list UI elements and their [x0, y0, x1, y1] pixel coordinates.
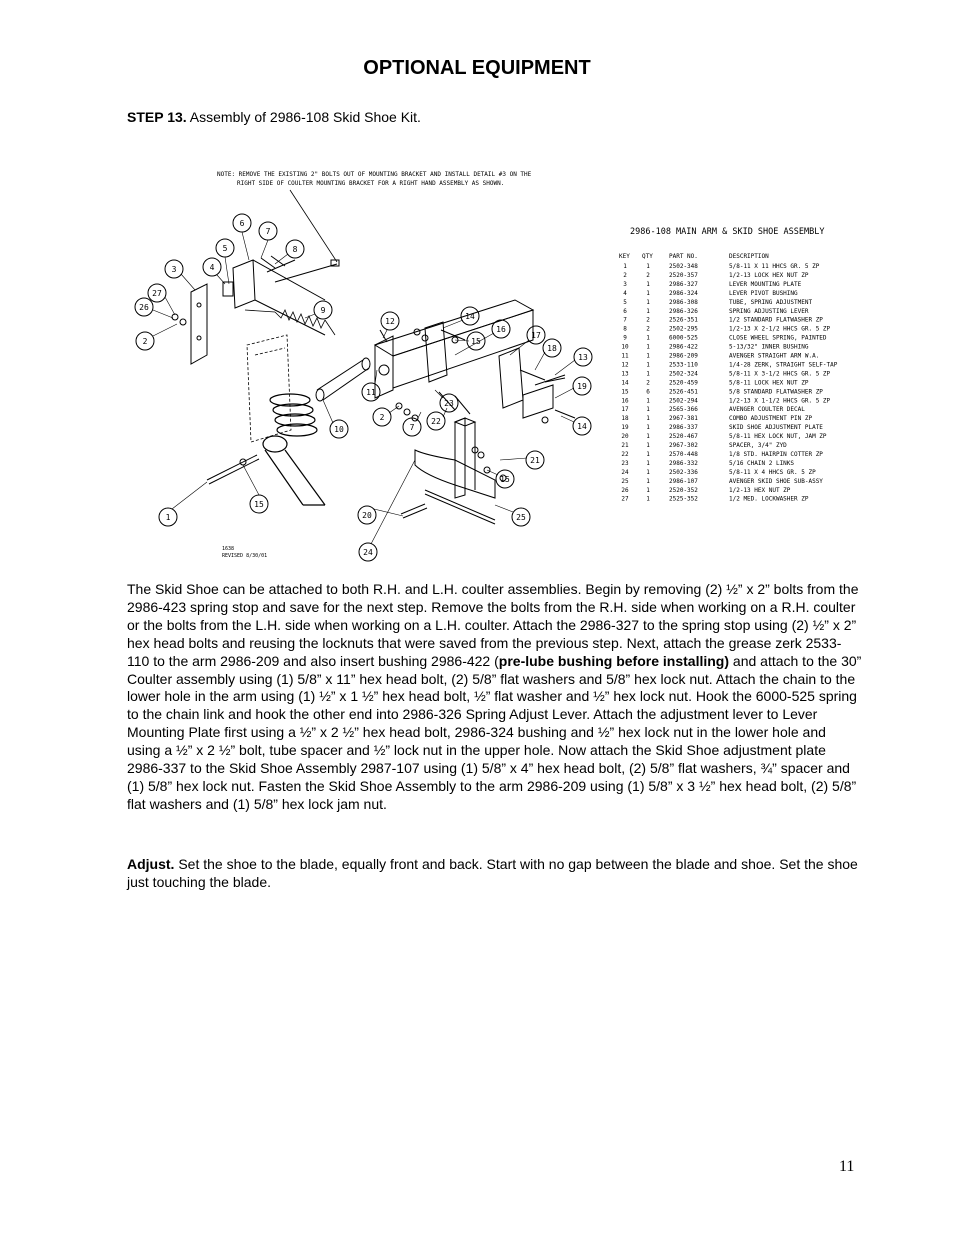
parts-header-part: PART NO. — [669, 253, 698, 260]
parts-cell-part: 2520-467 — [669, 433, 698, 441]
parts-cell-desc: 1/2-13 LOCK HEX NUT ZP — [729, 271, 809, 279]
callout-12: 12 — [385, 317, 395, 326]
lever-bracket-drawing — [223, 256, 325, 335]
parts-header-desc: DESCRIPTION — [729, 253, 769, 260]
parts-cell-part: 2520-352 — [669, 486, 698, 494]
parts-cell-qty: 1 — [646, 424, 650, 432]
page-title: OPTIONAL EQUIPMENT — [363, 57, 591, 79]
callout-19: 19 — [577, 382, 587, 391]
parts-cell-desc: 5/8-11 X 3-1/2 HHCS GR. 5 ZP — [729, 370, 831, 378]
parts-cell-part: 2986-308 — [669, 298, 698, 306]
parts-cell-qty: 6 — [646, 388, 650, 396]
parts-cell-part: 2502-324 — [669, 370, 698, 378]
callout-2b: 2 — [379, 413, 385, 422]
parts-cell-desc: LEVER MOUNTING PLATE — [729, 280, 802, 288]
parts-cell-key: 15 — [621, 388, 629, 396]
parts-cell-qty: 1 — [646, 459, 650, 467]
callout-3: 3 — [171, 265, 177, 274]
parts-cell-desc: SKID SHOE ADJUSTMENT PLATE — [729, 424, 823, 432]
parts-cell-part: 2986-337 — [669, 424, 698, 432]
parts-cell-key: 27 — [621, 495, 629, 503]
parts-cell-key: 10 — [621, 343, 629, 351]
parts-cell-qty: 1 — [646, 477, 650, 485]
parts-cell-key: 25 — [621, 477, 629, 485]
parts-cell-desc: 1/2-13 X 2-1/2 HHCS GR. 5 ZP — [729, 325, 831, 333]
parts-cell-part: 2502-294 — [669, 397, 698, 405]
parts-cell-desc: CLOSE WHEEL SPRING, PAINTED — [729, 334, 827, 342]
parts-cell-qty: 1 — [646, 289, 650, 297]
callout-14: 14 — [465, 312, 475, 321]
parts-cell-part: 2525-352 — [669, 495, 698, 503]
parts-cell-key: 24 — [621, 468, 629, 476]
parts-cell-part: 2986-422 — [669, 343, 698, 351]
adjust-text: Set the shoe to the blade, equally front and back. Start with no gap between the blade and shoe. Set the shoe just touching the blade. — [127, 856, 858, 890]
parts-cell-desc: 5/8 STANDARD FLATWASHER ZP — [729, 388, 823, 396]
parts-cell-key: 4 — [623, 289, 627, 297]
parts-cell-part: 2570-448 — [669, 450, 698, 458]
parts-cell-qty: 1 — [646, 263, 650, 270]
parts-cell-desc: SPACER, 3/4" ZYD — [729, 442, 787, 449]
parts-cell-qty: 2 — [646, 325, 650, 333]
callout-5: 5 — [222, 244, 228, 253]
parts-cell-key: 20 — [621, 433, 629, 441]
parts-table — [619, 227, 838, 503]
parts-cell-qty: 1 — [646, 415, 650, 423]
parts-cell-qty: 1 — [646, 298, 650, 306]
parts-cell-desc: COMBO ADJUSTMENT PIN ZP — [729, 415, 813, 423]
instructions-emphasis: pre-lube bushing before installing) — [498, 652, 730, 669]
parts-cell-key: 11 — [621, 352, 629, 360]
lever-mounting-plate-drawing — [191, 284, 207, 364]
parts-cell-desc: 1/2-13 HEX NUT ZP — [729, 486, 791, 494]
step-heading — [127, 109, 421, 125]
parts-cell-desc: TUBE, SPRING ADJUSTMENT — [729, 298, 813, 306]
parts-cell-part: 2986-327 — [669, 280, 698, 288]
step-label: STEP 13. — [127, 109, 187, 125]
callout-13: 13 — [578, 353, 588, 362]
callout-15c: 15 — [254, 500, 264, 509]
parts-cell-part: 2533-110 — [669, 361, 698, 369]
parts-cell-desc: 5/8-11 HEX LOCK NUT, JAM ZP — [729, 433, 827, 441]
adjust-label: Adjust. — [127, 856, 175, 872]
parts-cell-desc: AVENGER COULTER DECAL — [729, 406, 805, 414]
parts-cell-key: 1 — [623, 263, 627, 270]
callout-10: 10 — [334, 425, 344, 434]
parts-cell-qty: 1 — [646, 406, 650, 414]
parts-cell-part: 2502-295 — [669, 325, 698, 333]
parts-cell-key: 22 — [621, 450, 629, 458]
parts-cell-key: 5 — [623, 298, 627, 306]
parts-cell-part: 2986-324 — [669, 289, 698, 297]
assembly-figure — [125, 160, 865, 565]
callout-20: 20 — [362, 511, 372, 520]
parts-cell-qty: 2 — [646, 316, 650, 324]
parts-cell-desc: 5-13/32" INNER BUSHING — [729, 343, 809, 351]
parts-cell-qty: 1 — [646, 280, 650, 288]
parts-cell-desc: 5/16 CHAIN 2 LINKS — [729, 459, 795, 467]
instructions-part1: The Skid Shoe can be attached to both R.H. and L.H. coulter assemblies. Begin by removing (2) ½” x 2” bolts from the 2986-423 spring stop and save for the next step. Remove the bolts from the R.H. side when working on a R.H. coulter or the bolts from the L.H. side when working on a L.H. coulter. Attach the 2986-327 to the spring stop using (2) ½” x 2” hex head bolts and reusing the locknuts that were saved from the previous step. Next, attach the grease zerk 2533-110 to the arm 2986-209 and also insert bushing 2986-422 ( — [127, 581, 859, 669]
step-text: Assembly of 2986-108 Skid Shoe Kit. — [189, 109, 421, 125]
parts-cell-key: 21 — [621, 442, 629, 449]
callout-26: 26 — [139, 303, 149, 312]
parts-cell-qty: 1 — [646, 352, 650, 360]
revision-number: 1638 — [222, 546, 235, 552]
parts-cell-key: 23 — [621, 459, 629, 467]
parts-cell-desc: AVENGER SKID SHOE SUB-ASSY — [729, 477, 823, 485]
parts-cell-part: 2986-332 — [669, 459, 698, 467]
parts-cell-part: 2967-381 — [669, 415, 698, 423]
callout-16: 16 — [496, 325, 506, 334]
parts-cell-desc: 5/8-11 LOCK HEX NUT ZP — [729, 379, 809, 387]
instructions-paragraph — [127, 581, 862, 814]
parts-cell-part: 2967-302 — [669, 442, 698, 449]
parts-header-key: KEY — [619, 253, 630, 260]
parts-cell-desc: 1/2 MED. LOCKWASHER ZP — [729, 495, 809, 503]
callout-4: 4 — [209, 263, 215, 272]
parts-cell-key: 17 — [621, 406, 629, 414]
parts-cell-desc: 1/4-28 ZERK, STRAIGHT SELF-TAP — [729, 361, 838, 369]
parts-cell-key: 7 — [623, 316, 627, 324]
diagram-note-line1: NOTE: REMOVE THE EXISTING 2" BOLTS OUT OF MOUNTING BRACKET AND INSTALL DETAIL #3 ON THE — [217, 171, 532, 178]
parts-cell-key: 18 — [621, 415, 629, 423]
exploded-diagram — [125, 160, 865, 565]
parts-cell-key: 16 — [621, 397, 629, 405]
callout-14b: 14 — [577, 422, 587, 431]
parts-cell-qty: 1 — [646, 468, 650, 476]
parts-cell-part: 2526-451 — [669, 388, 698, 396]
parts-cell-qty: 1 — [646, 495, 650, 503]
revision-date: REVISED 8/30/01 — [222, 553, 268, 559]
parts-cell-key: 8 — [623, 325, 627, 333]
skid-shoe-drawing — [401, 418, 506, 524]
parts-table-title: 2986-108 MAIN ARM & SKID SHOE ASSEMBLY — [630, 227, 825, 237]
callout-7: 7 — [265, 227, 271, 236]
callout-1: 1 — [165, 513, 171, 522]
parts-cell-desc: SPRING ADJUSTING LEVER — [729, 307, 809, 315]
parts-cell-qty: 1 — [646, 486, 650, 494]
parts-cell-key: 13 — [621, 370, 629, 378]
callout-25: 25 — [516, 513, 526, 522]
parts-cell-qty: 1 — [646, 307, 650, 315]
parts-cell-key: 12 — [621, 361, 629, 369]
instructions-part2: and attach to the 30” Coulter assembly using (1) 5/8” x 11” hex head bolt, (2) 5/8” flat washers and 5/8” hex lock nut. Attach the chain to the lower hole in the arm using (1) ½” x 1 ½” hex head bolt, ½” flat washer and ½” hex lock nut. Hook the 6000-525 spring to the chain link and hook the other end into 2986-326 Spring Adjust Lever. Attach the adjustment lever to Lever Mounting Plate first using a ½” x 2 ½” hex head bolt, 2986-324 bushing and ½” hex lock nut in the lower hole and using a ½” x 2 ½” bolt, tube spacer and ½” lock nut in the upper hole. Now attach the Skid Shoe adjustment plate 2986-337 to the Skid Shoe Assembly 2987-107 using (1) 5/8” x 4” hex head bolt, (2) 5/8” flat washers, ¾” spacer and (1) 5/8” hex lock nut. Fasten the Skid Shoe Assembly to the arm 2986-209 using (1) 5/8” x 3 ½” hex head bolt, (2) 5/8” flat washers and (1) 5/8” hex lock jam nut. — [127, 652, 862, 812]
parts-cell-qty: 1 — [646, 343, 650, 351]
parts-cell-key: 6 — [623, 307, 627, 315]
callout-9: 9 — [320, 306, 326, 315]
parts-cell-part: 6000-525 — [669, 334, 698, 342]
callout-2: 2 — [142, 337, 148, 346]
parts-cell-qty: 1 — [646, 370, 650, 378]
page-number: 11 — [839, 1158, 855, 1175]
callout-18: 18 — [547, 344, 557, 353]
parts-cell-qty: 1 — [646, 334, 650, 342]
parts-cell-desc: 1/8 STD. HAIRPIN COTTER ZP — [729, 450, 823, 458]
parts-cell-qty: 1 — [646, 361, 650, 369]
main-arm-drawing — [375, 300, 533, 398]
parts-cell-part: 2520-357 — [669, 271, 698, 279]
parts-cell-key: 26 — [621, 486, 629, 494]
parts-cell-part: 2520-459 — [669, 379, 698, 387]
callout-6: 6 — [239, 219, 245, 228]
callout-23: 23 — [444, 399, 454, 408]
parts-cell-part: 2986-107 — [669, 477, 698, 485]
parts-cell-qty: 1 — [646, 450, 650, 458]
diagram-note-line2: RIGHT SIDE OF COULTER MOUNTING BRACKET FOR A RIGHT HAND ASSEMBLY AS SHOWN. — [237, 180, 505, 187]
parts-cell-desc: 5/8-11 X 11 HHCS GR. 5 ZP — [729, 263, 820, 270]
parts-cell-part: 2986-326 — [669, 307, 698, 315]
parts-cell-qty: 2 — [646, 271, 650, 279]
callout-27: 27 — [152, 289, 162, 298]
callout-15: 15 — [471, 337, 481, 346]
callout-22: 22 — [431, 417, 441, 426]
callout-17: 17 — [531, 331, 541, 340]
callout-11: 11 — [366, 388, 376, 397]
parts-cell-key: 14 — [621, 379, 629, 387]
parts-header-qty: QTY — [642, 253, 653, 260]
parts-cell-part: 2526-351 — [669, 316, 698, 324]
parts-cell-qty: 2 — [646, 379, 650, 387]
parts-cell-key: 19 — [621, 424, 629, 432]
parts-cell-qty: 1 — [646, 442, 650, 449]
callout-24: 24 — [363, 548, 373, 557]
parts-cell-desc: 1/2 STANDARD FLATWASHER ZP — [729, 316, 823, 324]
parts-cell-part: 2502-336 — [669, 468, 698, 476]
parts-cell-part: 2565-366 — [669, 406, 698, 414]
parts-cell-key: 2 — [623, 271, 627, 279]
parts-cell-qty: 1 — [646, 397, 650, 405]
callout-21: 21 — [530, 456, 540, 465]
parts-cell-key: 9 — [623, 334, 627, 342]
parts-cell-desc: AVENGER STRAIGHT ARM W.A. — [729, 352, 820, 360]
parts-cell-desc: LEVER PIVOT BUSHING — [729, 289, 798, 297]
parts-cell-part: 2986-209 — [669, 352, 698, 360]
callout-15b: 15 — [500, 475, 510, 484]
parts-cell-part: 2502-348 — [669, 263, 698, 270]
callout-8: 8 — [292, 245, 298, 254]
parts-cell-qty: 1 — [646, 433, 650, 441]
parts-cell-desc: 5/8-11 X 4 HHCS GR. 5 ZP — [729, 468, 816, 476]
parts-cell-key: 3 — [623, 280, 627, 288]
adjust-paragraph — [127, 856, 862, 892]
callout-7b: 7 — [409, 423, 415, 432]
parts-cell-desc: 1/2-13 X 1-1/2 HHCS GR. 5 ZP — [729, 397, 831, 405]
